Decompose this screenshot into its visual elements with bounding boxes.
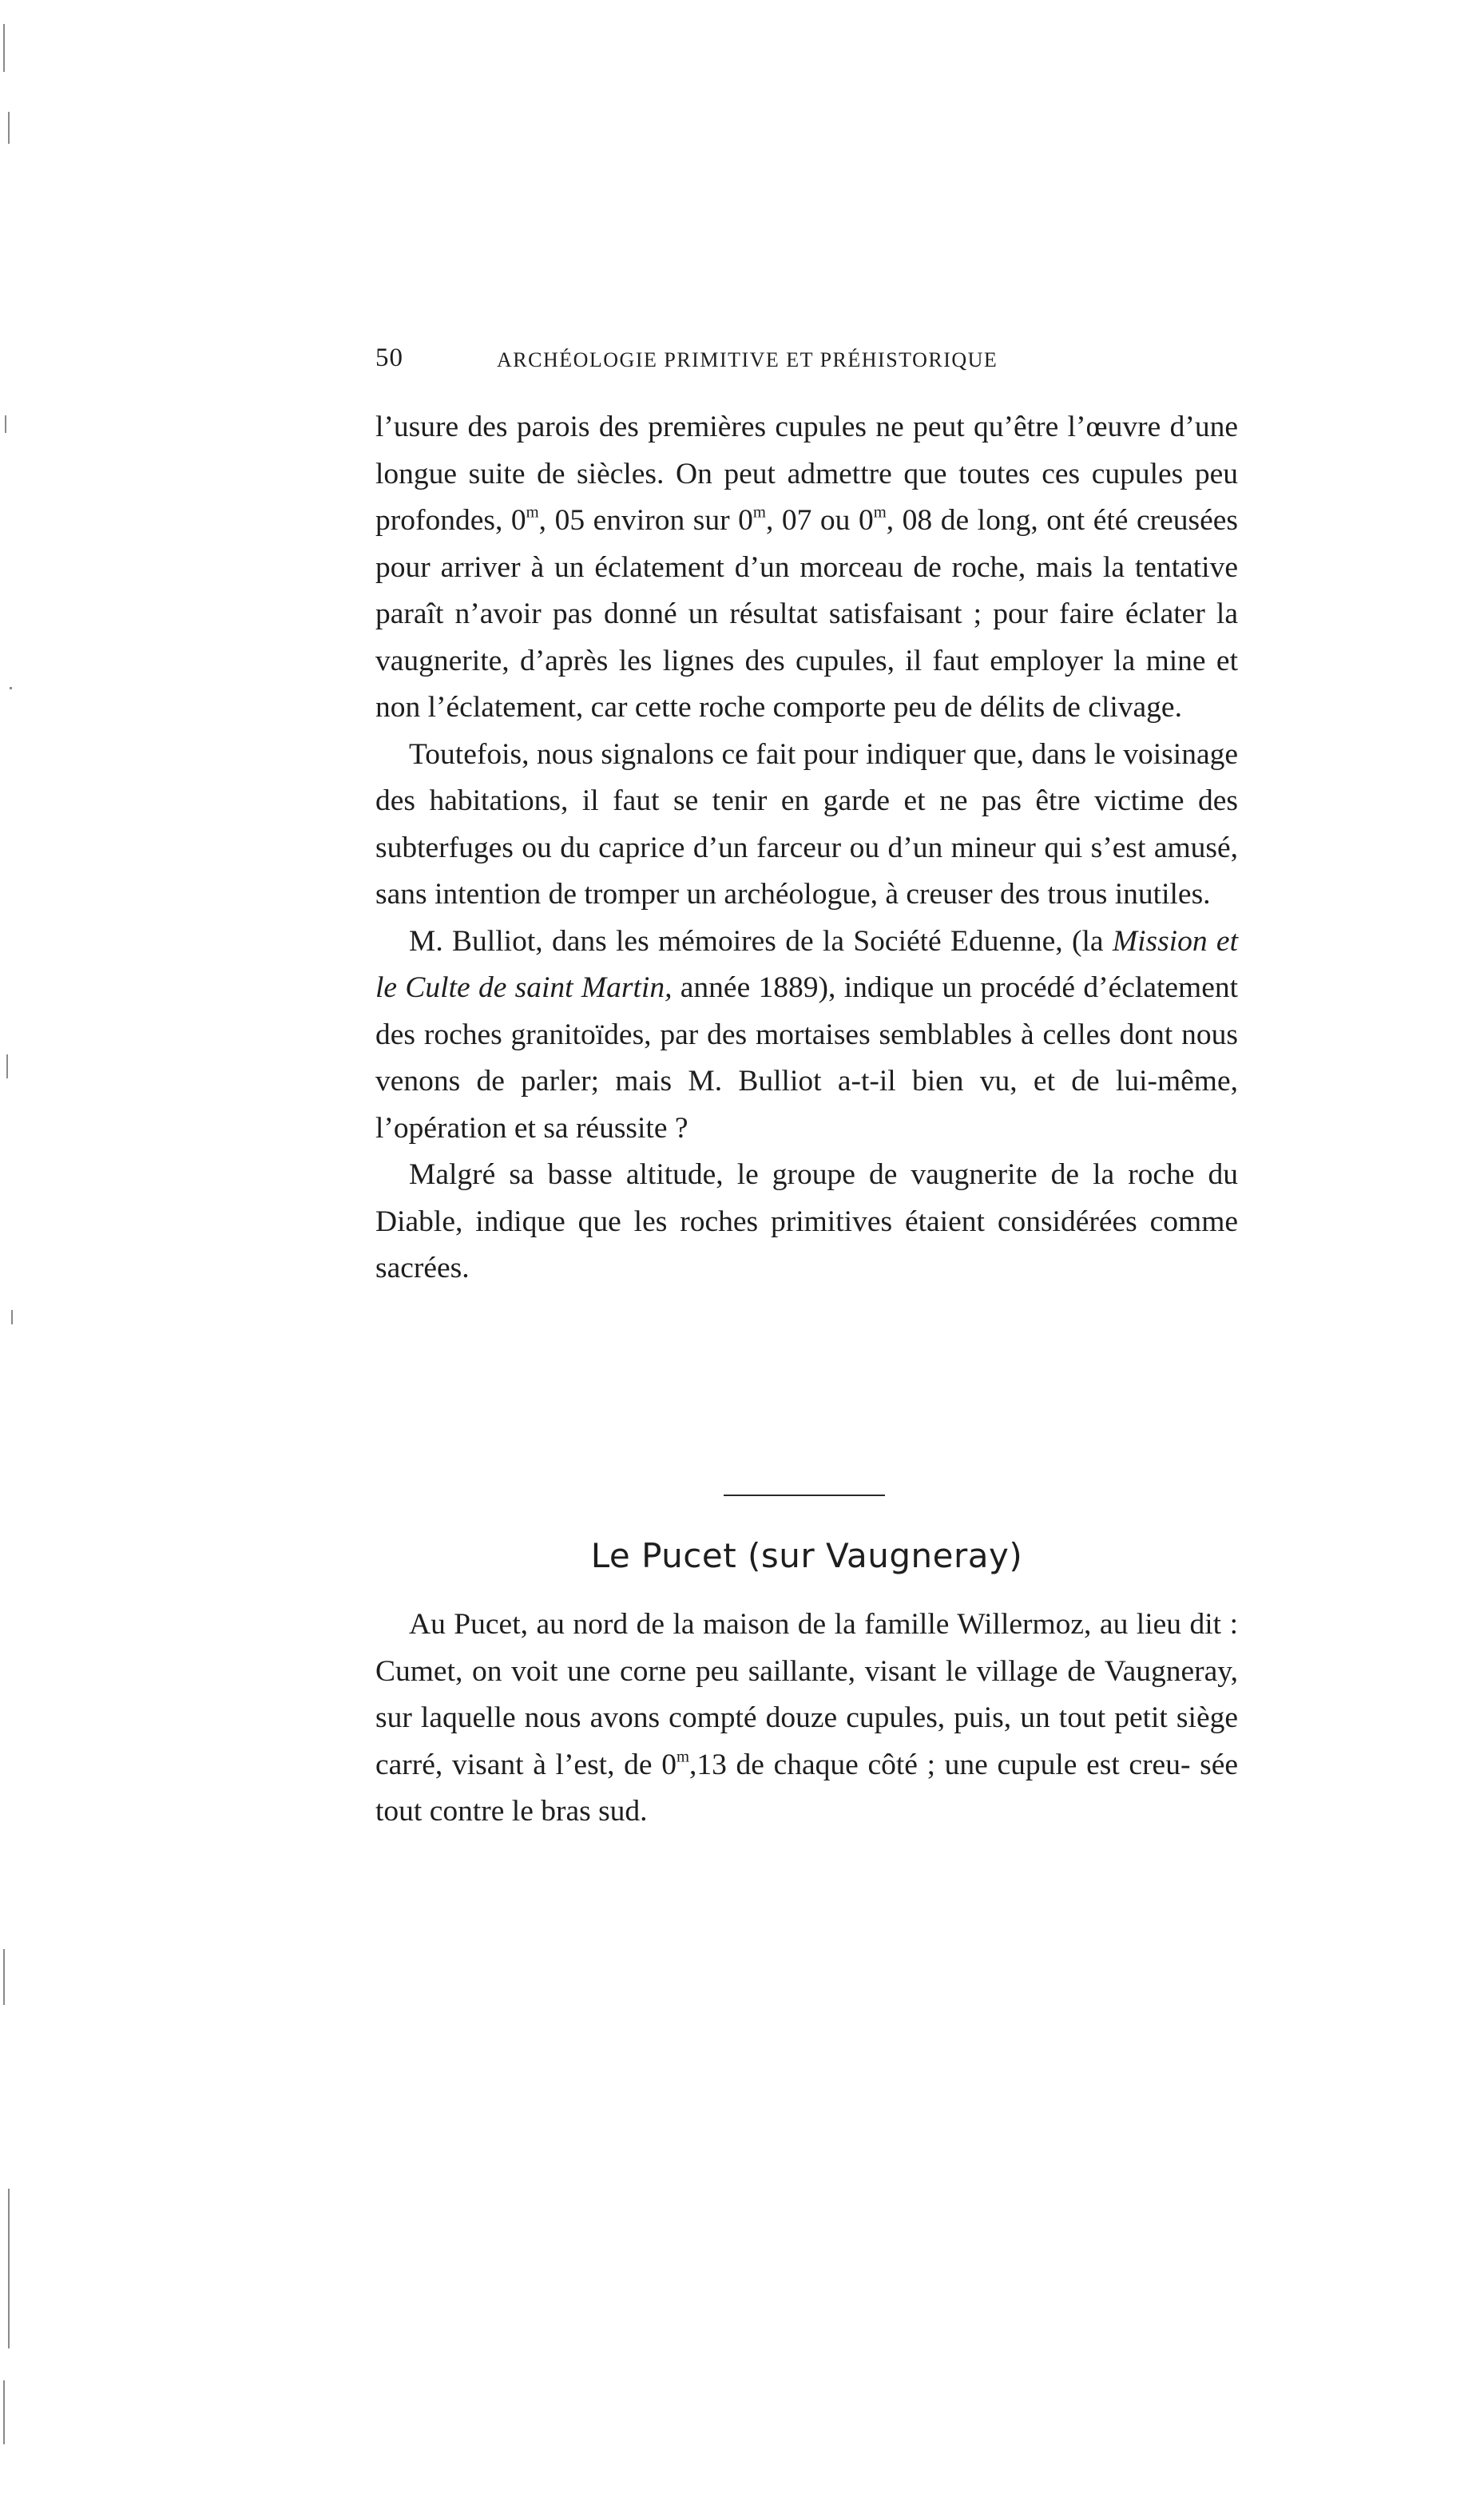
text-line: l’œuvre d’une longue suite de siècles. On peut admettre [375, 411, 1238, 490]
text-line: et ne pas être victime des subterfuges ou du caprice d’un [375, 784, 1239, 864]
text-line: 0$^m$, 07 ou 0$^m$, 08 de long, ont été creusées pour arriver [375, 503, 1238, 584]
book-title: Mission et le Culte de saint Martin, [375, 924, 1238, 1004]
text-line: tromper un archéologue, à creuser des trous inutiles. [584, 878, 1211, 911]
text-line: visant le village de Vaugneray, sur laquelle nous avons [375, 1654, 1238, 1734]
paragraph-4 [375, 1152, 1238, 1292]
page-header [375, 343, 1118, 383]
text-line: dans le voisinage des habitations, il faut se tenir en garde [375, 737, 1238, 817]
section-divider [724, 1495, 885, 1496]
paragraph-1 [375, 404, 1238, 732]
text-line: l’opération et sa réussite ? [375, 1111, 688, 1145]
paragraph-2 [375, 732, 1238, 919]
text-line: éclater la vaugnerite, d’après les lignes des cupules, il faut [375, 597, 1238, 677]
section-heading: Le Pucet (sur Vaugneray) [590, 1536, 1023, 1575]
section-body [375, 1602, 1238, 1836]
text-line: roche du Diable, indique que les roches primitives étaient [375, 1158, 1238, 1238]
text-line: Toutefois, nous signalons ce fait pour indiquer que, [409, 737, 1024, 771]
text-line: M. Bulliot, dans les mémoires de la Société Eduenne, [409, 924, 1063, 958]
text-line: comporte peu de délits de clivage. [772, 691, 1182, 724]
text-line: par des mortaises semblables à celles dont nous venons de [375, 1018, 1238, 1098]
paragraph-3 [375, 919, 1238, 1153]
text-line: Au Pucet, au nord de la maison de la famille Willermoz, [409, 1608, 1092, 1641]
text-fragment: (la [1071, 924, 1113, 958]
text-line: à un éclatement d’un morceau de roche, mais la tentative [530, 550, 1238, 584]
text-line: compté douze cupules, puis, un tout petit siège carré, [375, 1701, 1238, 1781]
text-line: sée tout contre le bras sud. [375, 1748, 1238, 1828]
page-number: 50 [375, 343, 403, 372]
text-line: Malgré sa basse altitude, le groupe de vaugnerite de la [409, 1158, 1115, 1191]
scan-edge-marks [0, 0, 19, 2497]
text-line: employer la mine et non l’éclatement, car cette roche [375, 644, 1238, 724]
text-line: visant à l’est, de 0$^m$,13 de chaque côté ; une cupule est creu- [451, 1748, 1191, 1781]
text-line: considérées comme sacrées. [375, 1205, 1239, 1284]
text-line: parler; mais M. Bulliot a-t-il bien vu, et de lui-même, [521, 1065, 1238, 1098]
text-line: paraît n’avoir pas donné un résultat satisfaisant ; pour faire [375, 597, 1114, 630]
text-line: l’usure des parois des premières cupules ne peut qu’être [375, 411, 1059, 443]
text-fragment: année 1889), [672, 971, 836, 1004]
text-line: que toutes ces cupules peu profondes, 0$^m$, 05 environ sur [375, 457, 1239, 537]
text-line: au lieu dit : Cumet, on voit une corne peu saillante, [375, 1608, 1238, 1688]
section-paragraph [375, 1602, 1238, 1836]
body-text [375, 404, 1238, 1292]
text-line: indique un procédé d’éclatement des roches granitoïdes, [375, 971, 1239, 1051]
running-head: ARCHÉOLOGIE PRIMITIVE ET PRÉHISTORIQUE [497, 348, 998, 371]
text-line: farceur ou d’un mineur qui s’est amusé, sans intention de [375, 831, 1239, 911]
